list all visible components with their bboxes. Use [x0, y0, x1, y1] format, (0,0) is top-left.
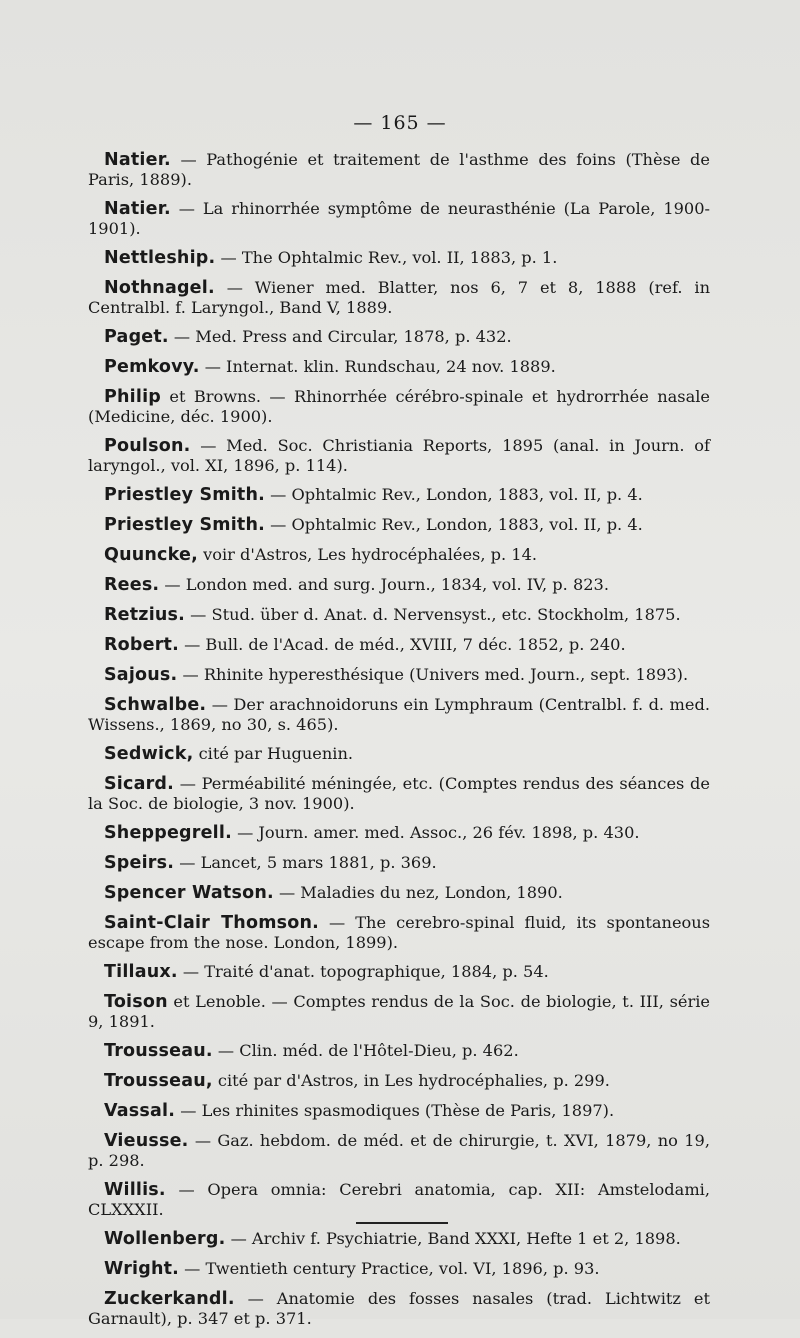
bibliography-entry — [88, 387, 710, 426]
author-name: Paget. — [104, 327, 169, 347]
bibliography-entry — [88, 635, 710, 655]
reference-text: — Lancet, 5 mars 1881, p. 369. — [174, 853, 437, 872]
bibliography-entry — [88, 327, 710, 347]
bibliography-list — [88, 150, 710, 1338]
reference-text: — The cerebro-spinal fluid, its spontaneous escape from the nose. London, 1899). — [88, 913, 710, 952]
reference-text: — Internat. klin. Rundschau, 24 nov. 1889. — [199, 357, 556, 376]
reference-text: — Opera omnia: Cerebri anatomia, cap. XII: Amstelodami, CLXXXII. — [88, 1180, 710, 1219]
author-name: Schwalbe. — [104, 695, 207, 715]
bibliography-entry — [88, 485, 710, 505]
author-name: Trousseau, — [104, 1071, 213, 1091]
reference-text: — Journ. amer. med. Assoc., 26 fév. 1898, p. 430. — [231, 823, 640, 842]
bibliography-entry — [88, 575, 710, 595]
bibliography-entry — [88, 150, 710, 189]
bibliography-entry — [88, 515, 710, 535]
author-name: Philip — [104, 387, 162, 407]
bibliography-entry — [88, 1071, 710, 1091]
reference-text: — Archiv f. Psychiatrie, Band XXXI, Hefte 1 et 2, 1898. — [225, 1229, 681, 1248]
footer-rule — [356, 1222, 448, 1224]
bibliography-entry — [88, 1229, 710, 1249]
author-name: Saint-Clair Thomson. — [104, 913, 319, 933]
author-name: Sheppegrell. — [104, 823, 232, 843]
author-name: Trousseau. — [104, 1041, 213, 1061]
reference-text: — London med. and surg. Journ., 1834, vol. IV, p. 823. — [159, 575, 609, 594]
reference-text: — Med. Soc. Christiania Reports, 1895 (anal. in Journ. of laryngol., vol. XI, 1896, p. 114). — [88, 436, 710, 475]
author-name: Speirs. — [104, 853, 175, 873]
bibliography-entry — [88, 962, 710, 982]
author-name: Zuckerkandl. — [104, 1289, 235, 1309]
bibliography-entry — [88, 248, 710, 268]
author-name: Rees. — [104, 575, 160, 595]
author-name: Priestley Smith. — [104, 485, 265, 505]
author-name: Spencer Watson. — [104, 883, 274, 903]
bibliography-entry — [88, 1259, 710, 1279]
bibliography-entry — [88, 883, 710, 903]
author-name: Vassal. — [104, 1101, 176, 1121]
reference-text: — Rhinite hyperesthésique (Univers med. Journ., sept. 1893). — [177, 665, 689, 684]
reference-text: — Traité d'anat. topographique, 1884, p. 54. — [177, 962, 549, 981]
reference-text: — Anatomie des fosses nasales (trad. Lichtwitz et Garnault), p. 347 et p. 371. — [88, 1289, 710, 1328]
author-name: Quuncke, — [104, 545, 198, 565]
bibliography-entry — [88, 665, 710, 685]
reference-text: — Twentieth century Practice, vol. VI, 1896, p. 93. — [179, 1259, 600, 1278]
reference-text: — Maladies du nez, London, 1890. — [273, 883, 563, 902]
bibliography-entry — [88, 744, 710, 764]
reference-text: — Gaz. hebdom. de méd. et de chirurgie, t. XVI, 1879, no 19, p. 298. — [88, 1131, 710, 1170]
bibliography-entry — [88, 1041, 710, 1061]
reference-text: cité par d'Astros, in Les hydrocéphalies, p. 299. — [212, 1071, 610, 1090]
author-name: Sedwick, — [104, 744, 194, 764]
author-name: Sajous. — [104, 665, 178, 685]
bibliography-entry — [88, 913, 710, 952]
author-name: Wright. — [104, 1259, 180, 1279]
bibliography-entry — [88, 605, 710, 625]
author-name: Natier. — [104, 199, 171, 219]
author-name: Priestley Smith. — [104, 515, 265, 535]
author-name: Natier. — [104, 150, 171, 170]
reference-text: — Ophtalmic Rev., London, 1883, vol. II, p. 4. — [264, 485, 643, 504]
bibliography-entry — [88, 774, 710, 813]
reference-text: — Med. Press and Circular, 1878, p. 432. — [168, 327, 512, 346]
bibliography-entry — [88, 357, 710, 377]
reference-text: — Stud. über d. Anat. d. Nervensyst., etc. Stockholm, 1875. — [185, 605, 681, 624]
bibliography-entry — [88, 823, 710, 843]
reference-text: — La rhinorrhée symptôme de neurasthénie (La Parole, 1900-1901). — [88, 199, 710, 238]
bibliography-entry — [88, 545, 710, 565]
author-name: Toison — [104, 992, 168, 1012]
reference-text: — The Ophtalmic Rev., vol. II, 1883, p. 1. — [215, 248, 558, 267]
bibliography-entry — [88, 1180, 710, 1219]
reference-text: — Wiener med. Blatter, nos 6, 7 et 8, 1888 (ref. in Centralbl. f. Laryngol., Band V, 1889. — [88, 278, 710, 317]
bibliography-entry — [88, 199, 710, 238]
bibliography-entry — [88, 278, 710, 317]
author-name: Nettleship. — [104, 248, 216, 268]
author-name: Pemkovy. — [104, 357, 200, 377]
reference-text: — Pathogénie et traitement de l'asthme des foins (Thèse de Paris, 1889). — [88, 150, 710, 189]
reference-text: — Ophtalmic Rev., London, 1883, vol. II, p. 4. — [264, 515, 643, 534]
page-number: — 165 — — [353, 112, 447, 134]
bibliography-entry — [88, 695, 710, 734]
author-name: Sicard. — [104, 774, 174, 794]
author-name: Vieusse. — [104, 1131, 189, 1151]
author-name: Robert. — [104, 635, 179, 655]
author-name: Retzius. — [104, 605, 186, 625]
bibliography-entry — [88, 992, 710, 1031]
reference-text: — Clin. méd. de l'Hôtel-Dieu, p. 462. — [212, 1041, 519, 1060]
bibliography-entry — [88, 853, 710, 873]
reference-text: cité par Huguenin. — [193, 744, 354, 763]
bibliography-entry — [88, 1101, 710, 1121]
bibliography-entry — [88, 436, 710, 475]
reference-text: voir d'Astros, Les hydrocéphalées, p. 14. — [197, 545, 538, 564]
author-name: Tillaux. — [104, 962, 178, 982]
reference-text: — Bull. de l'Acad. de méd., XVIII, 7 déc. 1852, p. 240. — [178, 635, 626, 654]
bibliography-entry — [88, 1289, 710, 1328]
reference-text: — Les rhinites spasmodiques (Thèse de Paris, 1897). — [175, 1101, 615, 1120]
reference-text: et Browns. — Rhinorrhée cérébro-spinale et hydrorrhée nasale (Medicine, déc. 1900). — [88, 387, 710, 426]
author-name: Willis. — [104, 1180, 166, 1200]
bibliography-entry — [88, 1131, 710, 1170]
author-name: Poulson. — [104, 436, 191, 456]
reference-text: et Lenoble. — Comptes rendus de la Soc. de biologie, t. III, série 9, 1891. — [88, 992, 710, 1031]
reference-text: — Perméabilité méningée, etc. (Comptes rendus des séances de la Soc. de biologie, 3 nov. 1900). — [88, 774, 710, 813]
author-name: Nothnagel. — [104, 278, 215, 298]
reference-text: — Der arachnoidoruns ein Lymphraum (Centralbl. f. d. med. Wissens., 1869, no 30, s. 465). — [88, 695, 710, 734]
author-name: Wollenberg. — [104, 1229, 226, 1249]
